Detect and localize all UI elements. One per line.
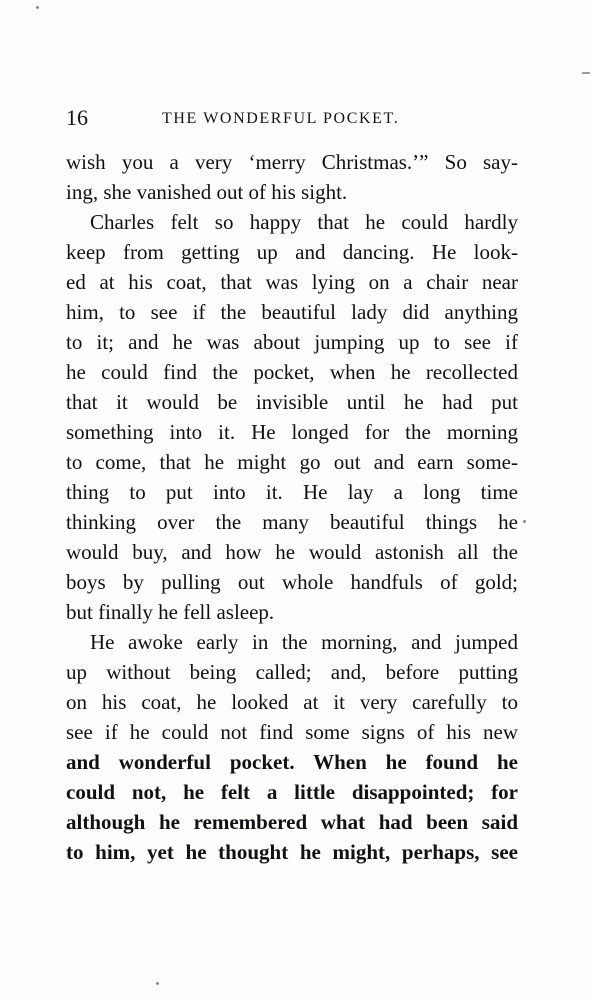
text-line: Charles felt so happy that he could hardly [90,210,518,234]
text-line: ing, she vanished out of his sight. [66,180,348,204]
text-line: that it would be invisible until he had put [66,390,518,414]
text-line: up without being called; and, before putting [66,660,518,684]
paper-speck [156,982,159,985]
text-line: would buy, and how he would astonish all the [66,540,518,564]
paper-speck [36,6,39,9]
text-line: wish you a very ‘merry Christmas.’” So say- [66,150,518,174]
text-line: boys by pulling out whole handfuls of gold; [66,570,518,594]
body-text [66,147,518,867]
text-line: could not, he felt a little disappointed; for [66,780,518,804]
text-line: ed at his coat, that was lying on a chair near [66,270,518,294]
text-line: on his coat, he looked at it very carefully to [66,690,518,714]
page-header [66,105,518,131]
text-line: thing to put into it. He lay a long time [66,480,518,504]
text-line: he could find the pocket, when he recollected [66,360,518,384]
text-line: something into it. He longed for the morning [66,420,518,444]
text-line: see if he could not find some signs of his new [66,720,518,744]
text-line: him, to see if the beautiful lady did anything [66,300,518,324]
text-line: and wonderful pocket. When he found he [66,750,518,774]
text-line: to him, yet he thought he might, perhaps, see [66,840,518,864]
page-number: 16 [66,105,88,130]
text-line: but finally he fell asleep. [66,600,275,624]
text-line: to it; and he was about jumping up to see if [66,330,518,354]
text-line: to come, that he might go out and earn some- [66,450,518,474]
text-line: thinking over the many beautiful things he [66,510,518,534]
running-head: THE WONDERFUL POCKET. [162,110,400,127]
text-line: although he remembered what had been said [66,810,518,834]
text-line: keep from getting up and dancing. He look- [66,240,518,264]
text-line: He awoke early in the morning, and jumped [90,630,518,654]
page-edge-mark [582,72,590,74]
paper-speck [523,520,526,523]
